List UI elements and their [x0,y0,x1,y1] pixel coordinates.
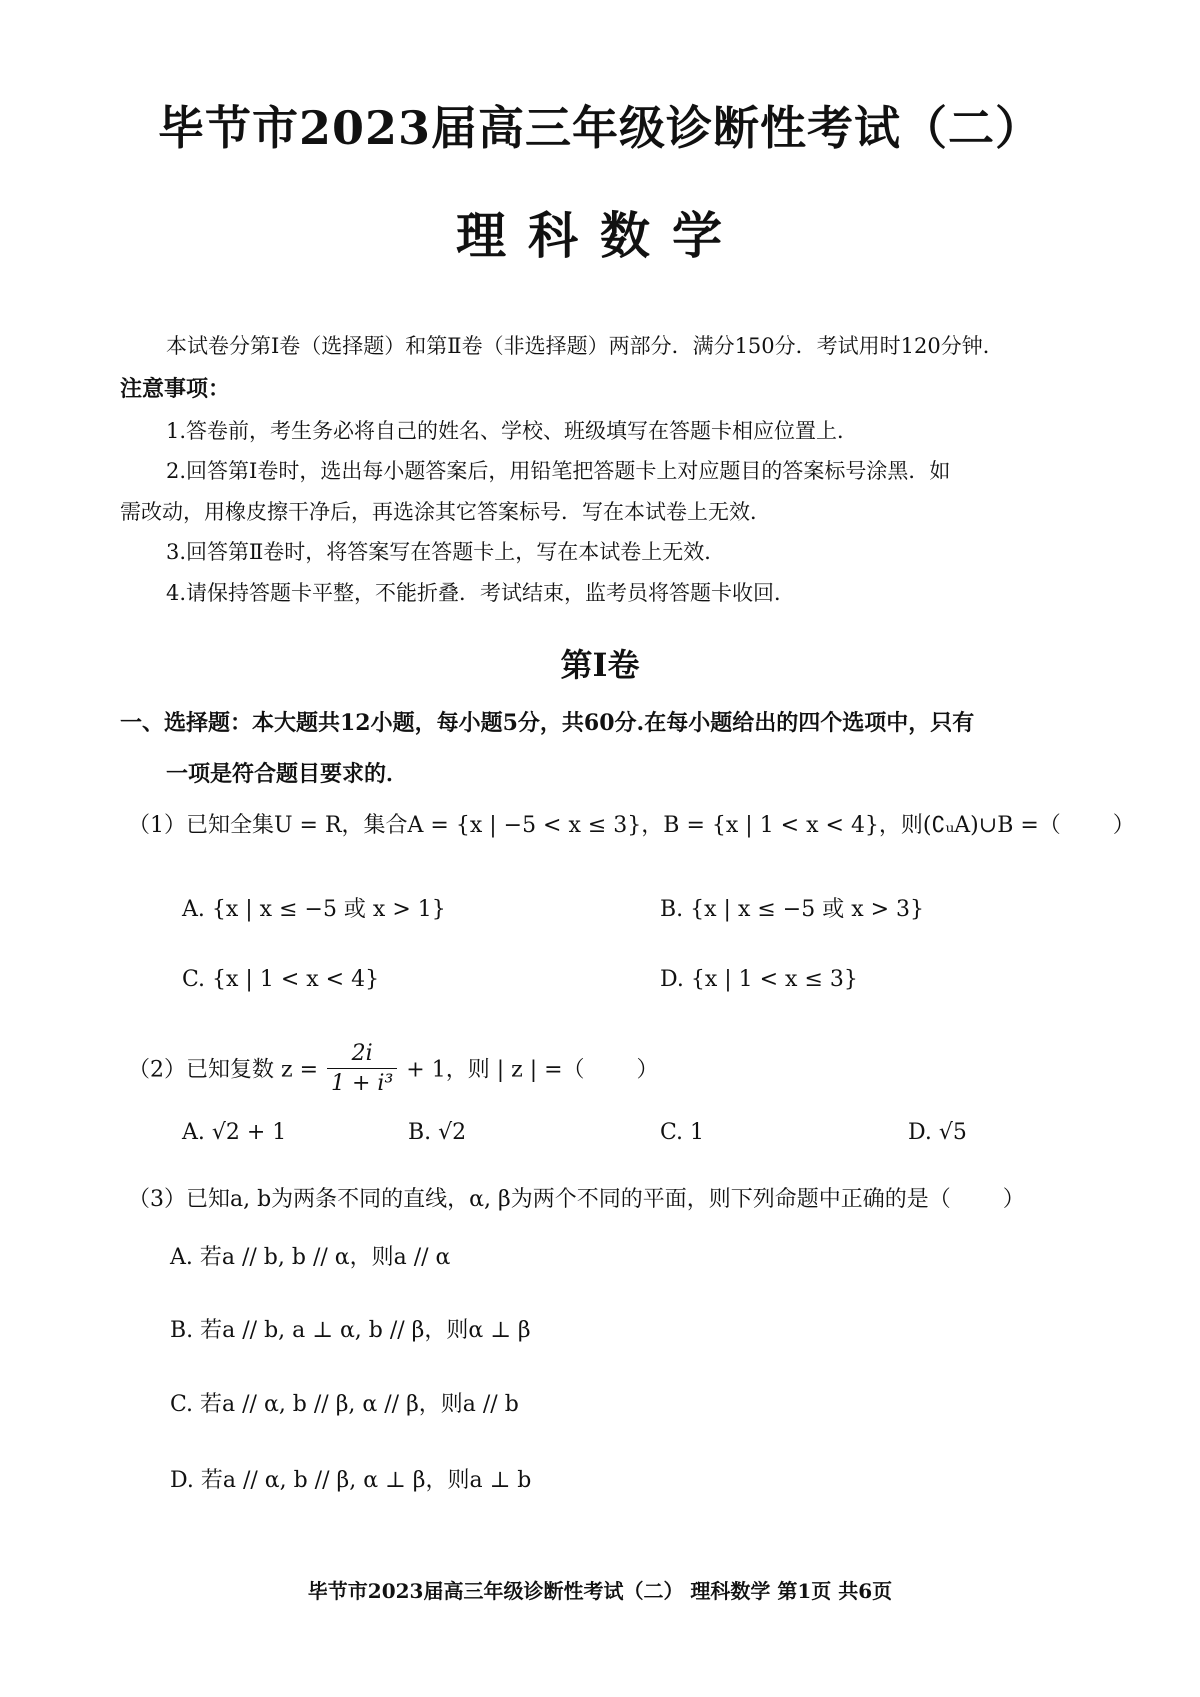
question-3-option-d: D. 若a // α, b // β, α ⊥ β，则a ⊥ b [170,1468,532,1493]
exam-title: 毕节市2023届高三年级诊断性考试（二） [157,101,1043,155]
question-3-stem [128,1182,1025,1213]
question-3-close: ） [1002,1187,1025,1212]
note-2: 2.回答第Ⅰ卷时，选出每小题答案后，用铅笔把答题卡上对应题目的答案标号涂黑．如 [166,459,951,483]
note-4: 4.请保持答题卡平整，不能折叠．考试结束，监考员将答题卡收回． [166,581,796,605]
subject-title: 理科数学 [456,206,744,265]
notice-heading: 注意事项： [120,376,231,402]
question-2-option-c: C. 1 [660,1120,705,1145]
question-1-stem [128,808,1135,839]
volume-title: 第Ⅰ卷 [560,646,640,684]
note-2-continued: 需改动，用橡皮擦干净后，再选涂其它答案标号．写在本试卷上无效． [120,500,771,524]
question-3-option-c: C. 若a // α, b // β, α // β，则a // b [170,1392,519,1417]
question-2-close: ） [636,1057,659,1083]
question-2-stem [128,1043,659,1098]
question-3-text: （3）已知a, b为两条不同的直线，α, β为两个不同的平面，则下列命题中正确的是（ [128,1187,951,1212]
question-2-fraction [327,1041,397,1096]
question-1-option-a: A. {x | x ≤ −5 或 x > 1} [182,897,446,922]
question-2-suffix: + 1，则 | z | =（ [406,1057,585,1083]
note-1: 1.答卷前，考生务必将自己的姓名、学校、班级填写在答题卡相应位置上． [166,419,859,443]
section-heading: 一、选择题：本大题共12小题，每小题5分，共60分.在每小题给出的四个选项中，只有 [120,710,975,736]
question-1-close: ） [1112,813,1135,838]
section-heading-continued: 一项是符合题目要求的． [166,761,409,787]
page-footer: 毕节市2023届高三年级诊断性考试（二） 理科数学 第1页 共6页 [307,1579,893,1603]
note-3: 3.回答第Ⅱ卷时，将答案写在答题卡上，写在本试卷上无效． [166,540,726,564]
fraction-denominator: 1 + i³ [331,1071,394,1096]
question-2-option-d: D. √5 [908,1120,967,1145]
question-3-option-b: B. 若a // b, a ⊥ α, b // β，则α ⊥ β [170,1318,531,1343]
question-1-option-d: D. {x | 1 < x ≤ 3} [660,967,858,992]
question-1-option-c: C. {x | 1 < x < 4} [182,967,380,992]
fraction-numerator: 2i [327,1041,397,1069]
question-1-option-b: B. {x | x ≤ −5 或 x > 3} [660,897,925,922]
question-1-text: （1）已知全集U = R，集合A = {x | −5 < x ≤ 3}，B = {x | 1 < x < 4}，则(∁ᵤA)∪B =（ [128,813,1061,838]
question-2-option-a: A. √2 + 1 [182,1120,287,1145]
question-3-option-a: A. 若a // b, b // α，则a // α [170,1245,451,1270]
question-2-option-b: B. √2 [408,1120,467,1145]
intro-text: 本试卷分第Ⅰ卷（选择题）和第Ⅱ卷（非选择题）两部分．满分150分．考试用时120分钟． [166,334,1004,358]
question-2-prefix: （2）已知复数 z = [128,1057,319,1083]
